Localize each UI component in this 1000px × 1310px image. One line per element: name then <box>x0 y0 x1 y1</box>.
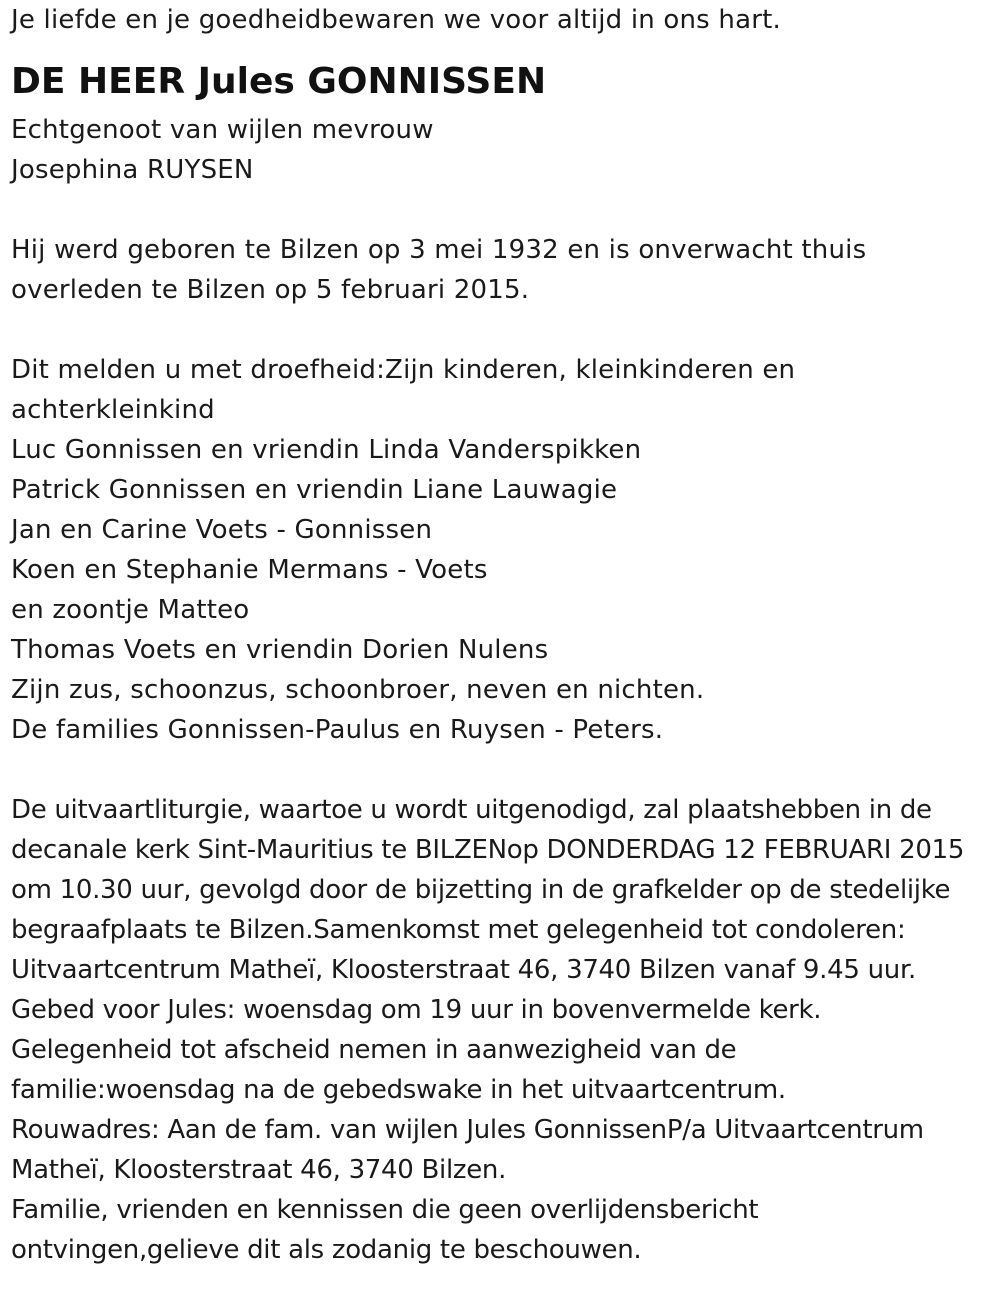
spouse-line: Echtgenoot van wijlen mevrouw <box>11 115 434 145</box>
family-line: Zijn zus, schoonzus, schoonbroer, neven en nichten. <box>11 675 705 705</box>
ceremony-line: ontvingen,gelieve dit als zodanig te beschouwen. <box>11 1235 642 1265</box>
ceremony-line: Gebed voor Jules: woensdag om 19 uur in bovenvermelde kerk. <box>11 995 822 1025</box>
ceremony-line: Rouwadres: Aan de fam. van wijlen Jules GonnissenP/a Uitvaartcentrum <box>11 1115 924 1145</box>
paragraph-gap <box>11 190 991 230</box>
paragraph-gap <box>11 750 991 790</box>
ceremony-line: decanale kerk Sint-Mauritius te BILZENop DONDERDAG 12 FEBRUARI 2015 <box>11 835 965 865</box>
family-line: De families Gonnissen-Paulus en Ruysen - Peters. <box>11 715 664 745</box>
deceased-name-heading: DE HEER Jules GONNISSEN <box>11 61 547 102</box>
ceremony-line: om 10.30 uur, gevolgd door de bijzetting in de grafkelder op de stedelijke <box>11 875 951 905</box>
ceremony-line: Matheï, Kloosterstraat 46, 3740 Bilzen. <box>11 1155 507 1185</box>
family-line: Luc Gonnissen en vriendin Linda Vanderspikken <box>11 435 642 465</box>
birth-death-line: overleden te Bilzen op 5 februari 2015. <box>11 275 530 305</box>
ceremony-line: Gelegenheid tot afscheid nemen in aanwezigheid van de <box>11 1035 737 1065</box>
ceremony-line: familie:woensdag na de gebedswake in het uitvaartcentrum. <box>11 1075 786 1105</box>
paragraph-gap <box>11 310 991 350</box>
family-line: en zoontje Matteo <box>11 595 250 625</box>
family-line: Jan en Carine Voets - Gonnissen <box>11 515 433 545</box>
spouse-line: Josephina RUYSEN <box>11 155 254 185</box>
family-line: Koen en Stephanie Mermans - Voets <box>11 555 488 585</box>
family-line: Dit melden u met droefheid:Zijn kinderen, kleinkinderen en <box>11 355 796 385</box>
ceremony-line: begraafplaats te Bilzen.Samenkomst met gelegenheid tot condoleren: <box>11 915 906 945</box>
ceremony-line: Uitvaartcentrum Matheï, Kloosterstraat 46, 3740 Bilzen vanaf 9.45 uur. <box>11 955 916 985</box>
obituary-document <box>11 0 991 1270</box>
motto-line: Je liefde en je goedheidbewaren we voor altijd in ons hart. <box>11 5 781 35</box>
family-line: achterkleinkind <box>11 395 215 425</box>
birth-death-line: Hij werd geboren te Bilzen op 3 mei 1932 en is onverwacht thuis <box>11 235 867 265</box>
family-line: Thomas Voets en vriendin Dorien Nulens <box>11 635 549 665</box>
ceremony-line: De uitvaartliturgie, waartoe u wordt uitgenodigd, zal plaatshebben in de <box>11 795 932 825</box>
ceremony-line: Familie, vrienden en kennissen die geen overlijdensbericht <box>11 1195 759 1225</box>
family-line: Patrick Gonnissen en vriendin Liane Lauwagie <box>11 475 618 505</box>
